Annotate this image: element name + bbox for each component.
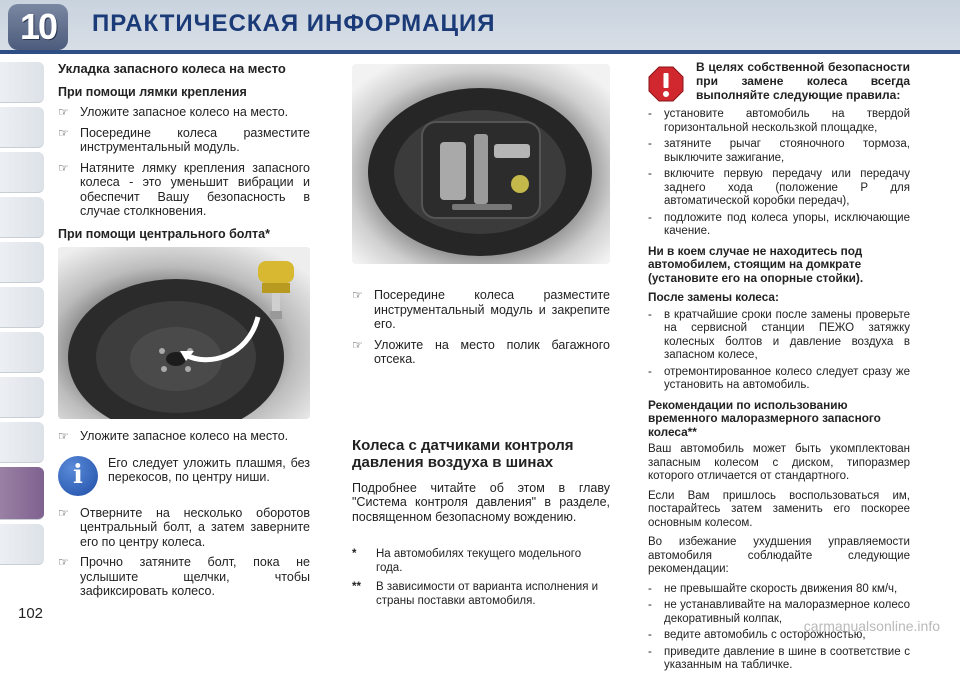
chapter-tab[interactable] [0,152,44,193]
temporary-spare-paragraph: Если Вам пришлось воспользоваться им, постарайтесь затем заменить его поскорее основным колесом. [648,489,910,529]
pointing-hand-icon: ☞ [58,505,69,520]
chapter-tab[interactable] [0,242,44,283]
temporary-spare-title: Рекомендации по использованию временного малоразмерного запасного колеса** [648,397,881,439]
list-item: ☞ Уложите на место полик багажного отсека. [352,337,610,366]
chapter-tab[interactable] [0,332,44,373]
chapter-number-badge: 10 [8,4,68,50]
photo-caption: ☞ Уложите запасное колесо на место. [58,429,289,443]
header-divider [0,50,960,54]
warning-text: В целях собственной безопасности при замене колеса всегда выполняйте следующие правила: [696,60,910,102]
page-number: 102 [18,605,44,622]
pointing-hand-icon: ☞ [58,555,69,569]
chapter-tab[interactable] [0,107,44,148]
pointing-hand-icon: ☞ [58,429,69,443]
list-item: ☞ Посередине колеса разместите инструментальный модуль. [58,125,310,154]
section2-title: При помощи центрального болта* [58,226,270,241]
section1-title: При помощи лямки крепления [58,84,247,99]
tpms-section-title: Колеса с датчиками контроля давления воздуха в шинах [352,436,574,471]
pointing-hand-icon: ☞ [352,337,363,352]
footnote: ** В зависимости от варианта исполнения и страны поставки автомобиля. [352,581,599,607]
safety-warning [648,60,910,102]
left-column [58,62,310,605]
pointing-hand-icon: ☞ [58,160,69,175]
info-text: Его следует уложить плашмя, без перекосов, по центру ниши. [108,455,310,484]
tpms-section-text: Подробнее читайте об этом в главу "Система контроля давления" в разделе, посвященном безопасному вождению. [352,480,610,524]
info-note [58,456,310,496]
after-item: - отремонтированное колесо следует сразу же установить на автомобиль. [648,365,910,391]
watermark: carmanualsonline.info [803,618,940,634]
middle-column [352,64,610,614]
rule-item: - затяните рычаг стояночного тормоза, выключите зажигание, [648,138,910,164]
never-under-car-warning: Ни в коем случае не находитесь под автомобилем, стоящим на домкрате (установите его на опорные стойки). [648,243,864,285]
spare-wheel-bolt-illustration [58,247,310,419]
chapter-tabs [0,62,50,569]
list-item: ☞ Прочно затяните болт, пока не услышите щелчки, чтобы зафиксировать колесо. [58,555,310,598]
chapter-tab[interactable] [0,197,44,238]
pointing-hand-icon: ☞ [58,125,69,140]
temporary-spare-paragraph: Во избежание ухудшения управляемости автомобиля соблюдайте следующие рекомендации: [648,536,910,575]
list-item: ☞ Посередине колеса разместите инструментальный модуль и закрепите его. [352,288,610,331]
pointing-hand-icon: ☞ [352,288,363,302]
after-change-title: После замены колеса: [648,290,779,304]
reco-item: - приведите давление в шине в соответствие с указанным на табличке. [648,645,910,671]
pointing-hand-icon: ☞ [58,105,69,119]
chapter-tab[interactable] [0,62,44,103]
chapter-title: ПРАКТИЧЕСКАЯ ИНФОРМАЦИЯ [92,10,496,37]
chapter-tab[interactable] [0,422,44,463]
list-item: ☞ Отверните на несколько оборотов центральный болт, а затем заверните его по центру колеса. [58,505,310,549]
spare-wheel-bolt-photo [58,247,310,419]
page-header [0,0,960,50]
tool-module-illustration [352,64,610,264]
reco-item: - ведите автомобиль с осторожностью, [648,629,866,641]
stop-sign-icon [648,66,684,102]
rule-item: - установите автомобиль на твердой горизонтальной нескользкой площадке, [648,108,910,134]
after-item: - в кратчайшие сроки после замены проверьте на сервисной станции ПЕЖО затяжку колесных болтов и давление воздуха в запасном колесе, [648,308,910,361]
rule-item: - подложите под колеса упоры, исключающие качение. [648,211,910,237]
info-icon: i [58,456,98,496]
left-title: Укладка запасного колеса на место [58,61,286,76]
chapter-tab[interactable] [0,524,44,565]
footnote: * На автомобилях текущего модельного года. [352,548,582,574]
list-item: ☞ Уложите запасное колесо на место. [58,105,289,119]
temporary-spare-paragraph: Ваш автомобиль может быть укомплектован запасным колесом с диском, типоразмер которого отличается от стандартного. [648,443,910,482]
chapter-tab-active[interactable] [0,467,44,520]
chapter-tab[interactable] [0,377,44,418]
list-item: ☞ Натяните лямку крепления запасного колеса - это уменьшит вибрации и обеспечит Вашу безопасность в случае столкновения. [58,160,310,218]
reco-item: - не устанавливайте на малоразмерное колесо декоративный колпак, [648,599,910,625]
tool-module-photo [352,64,610,264]
chapter-tab[interactable] [0,287,44,328]
rule-item: - включите первую передачу или передачу заднего хода (положение P для автоматической коробки передач), [648,168,910,207]
right-column [648,60,910,676]
reco-item: - не превышайте скорость движения 80 км/ч, [648,582,898,595]
